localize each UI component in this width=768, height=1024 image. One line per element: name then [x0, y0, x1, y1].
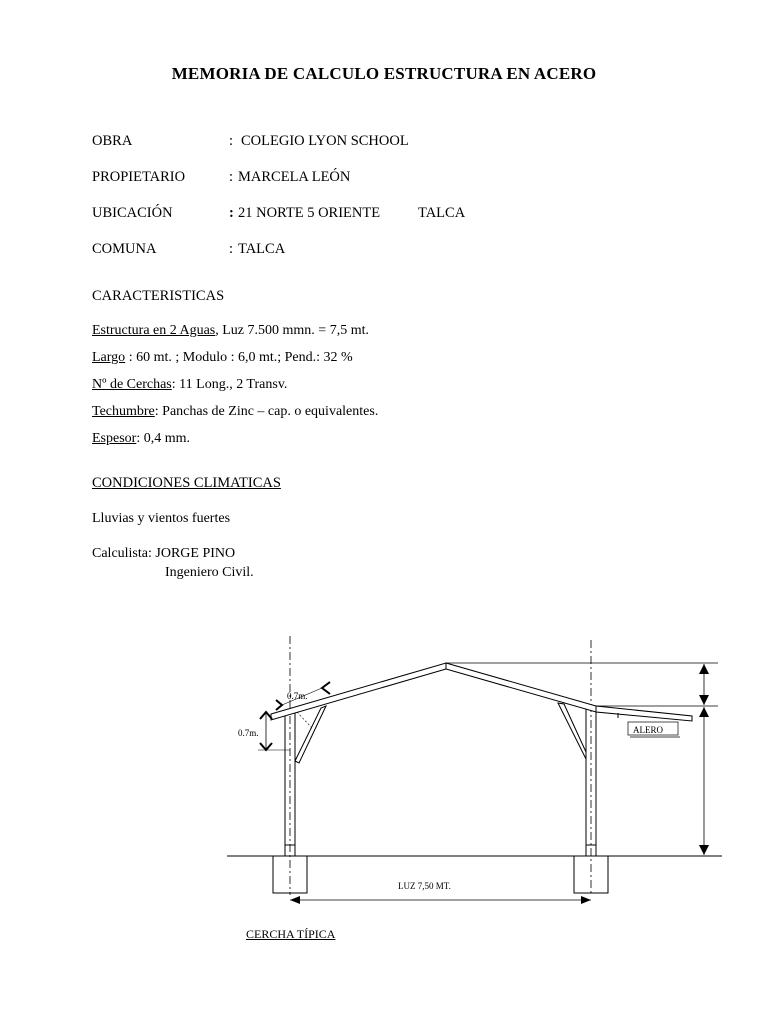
info-label: UBICACIÓN	[92, 205, 173, 221]
arrow-head-icon	[699, 664, 709, 674]
characteristic-text: : 0,4 mm.	[136, 431, 190, 446]
calculist-name: JORGE PINO	[155, 546, 236, 561]
detail-dash	[297, 712, 312, 728]
info-label: COMUNA	[92, 241, 157, 257]
info-value: 21 NORTE 5 ORIENTE	[238, 205, 381, 221]
arrow-head-icon	[322, 682, 330, 694]
arrow-head-icon	[581, 896, 591, 904]
document-title: MEMORIA DE CALCULO ESTRUCTURA EN ACERO	[171, 64, 597, 83]
eave	[596, 706, 692, 721]
info-separator: :	[229, 133, 234, 149]
info-extra: TALCA	[418, 205, 466, 221]
info-value: MARCELA LEÓN	[238, 169, 351, 185]
label-alero: ALERO	[633, 725, 663, 735]
info-separator: :	[229, 241, 234, 257]
characteristic-text: : 11 Long., 2 Transv.	[171, 377, 288, 392]
climate-text: Lluvias y vientos fuertes	[92, 511, 231, 526]
info-separator: :	[229, 169, 234, 185]
climate-heading: CONDICIONES CLIMATICAS	[92, 475, 281, 491]
characteristic-text: : Panchas de Zinc – cap. o equivalentes.	[154, 404, 379, 419]
label-luz: LUZ 7,50 MT.	[398, 881, 451, 891]
characteristic-key: Techumbre	[92, 404, 155, 419]
label-07-top: 0.7m.	[287, 691, 308, 701]
calculist-label: Calculista:	[92, 546, 152, 561]
label-07-side: 0.7m.	[238, 728, 259, 738]
info-label: PROPIETARIO	[92, 169, 186, 185]
info-label: OBRA	[92, 133, 133, 149]
info-separator: :	[229, 205, 234, 221]
arrow-head-icon	[699, 845, 709, 855]
right-rafter	[446, 663, 596, 712]
arrow-head-icon	[699, 707, 709, 717]
arrow-head-icon	[276, 700, 282, 710]
info-value: COLEGIO LYON SCHOOL	[241, 133, 409, 149]
arrow-head-icon	[290, 896, 300, 904]
drawing-caption: CERCHA TÍPICA	[246, 927, 336, 941]
info-value: TALCA	[238, 241, 286, 257]
calculist-title: Ingeniero Civil.	[165, 565, 254, 580]
characteristic-key: Largo	[92, 350, 126, 365]
right-knee-brace	[558, 703, 586, 759]
characteristic-text: , Luz 7.500 mmn. = 7,5 mt.	[215, 323, 369, 338]
arrow-head-icon	[699, 695, 709, 705]
characteristics-heading: CARACTERISTICAS	[92, 288, 225, 304]
characteristic-key: Estructura en 2 Aguas	[92, 323, 216, 338]
left-knee-brace	[295, 706, 326, 763]
characteristic-text: : 60 mt. ; Modulo : 6,0 mt.; Pend.: 32 %	[125, 350, 353, 365]
characteristic-key: Nº de Cerchas	[92, 377, 172, 392]
characteristic-key: Espesor	[92, 431, 137, 446]
